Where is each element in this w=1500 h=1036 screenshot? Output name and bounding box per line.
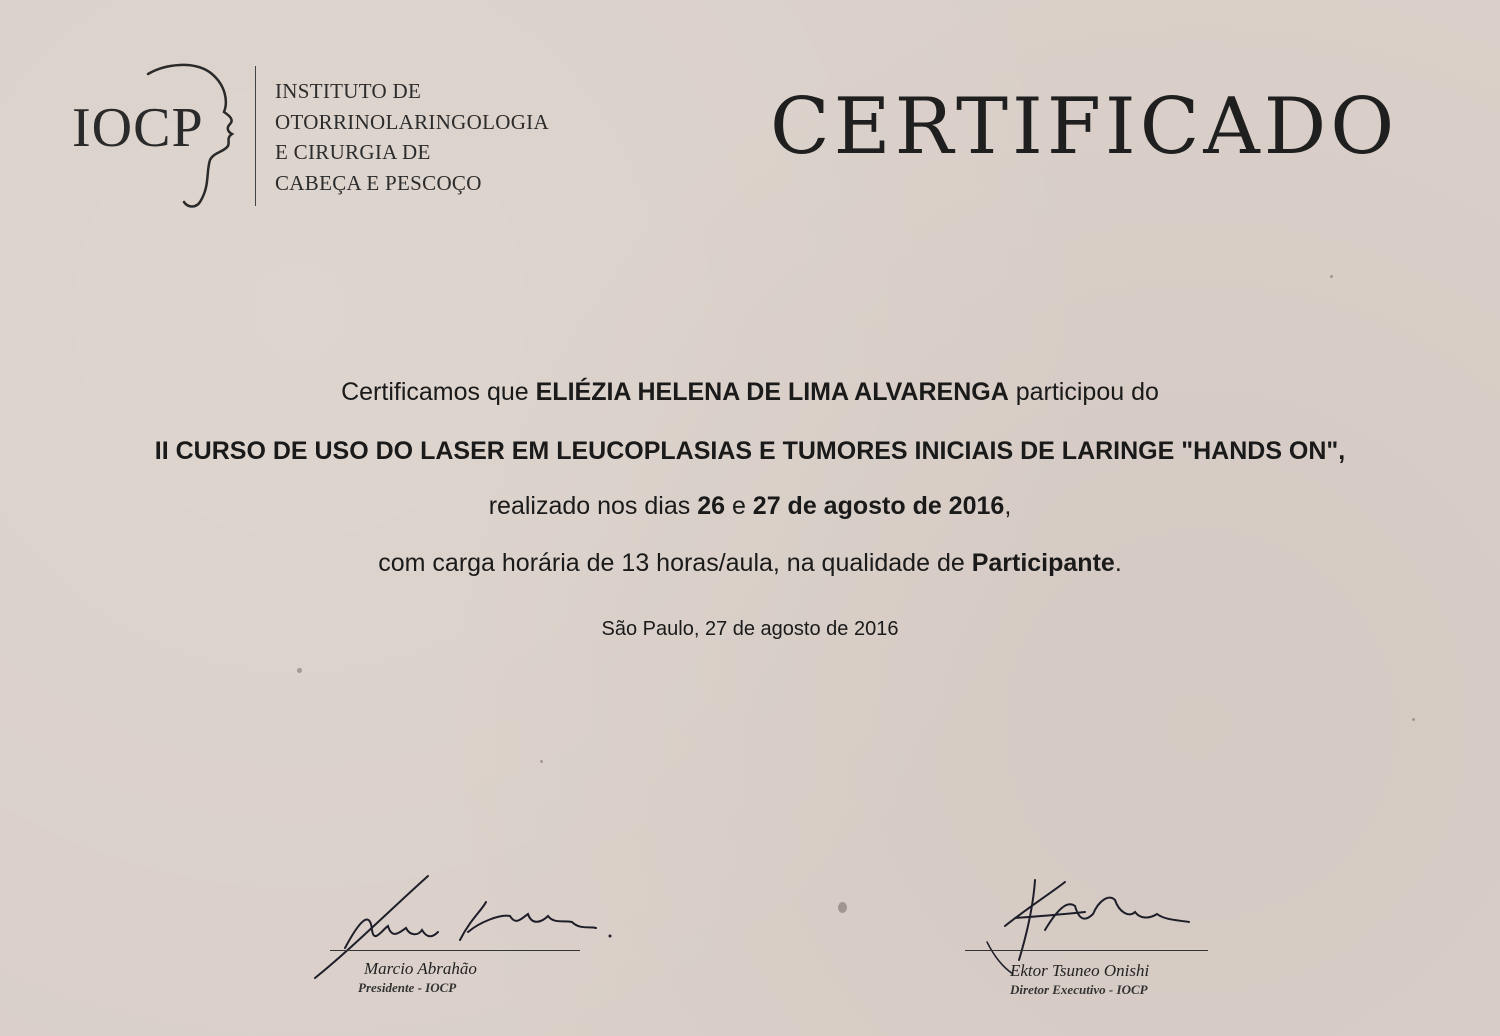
- certification-statement: [0, 378, 1500, 407]
- place-and-date: São Paulo, 27 de agosto de 2016: [601, 618, 899, 640]
- last-date: 27 de agosto de 2016: [752, 492, 1005, 520]
- signature-line: [330, 950, 580, 951]
- institute-line: CABEÇA E PESCOÇO: [275, 170, 482, 195]
- paper-speck: [1412, 718, 1415, 721]
- logo-divider: [255, 66, 256, 206]
- certificate-title: CERTIFICADO: [770, 82, 1399, 172]
- workload-statement: [0, 549, 1500, 578]
- paper-speck: [1330, 275, 1333, 278]
- signatory-role: Presidente - IOCP: [358, 980, 457, 995]
- logo-acronym: IOCP: [72, 97, 204, 159]
- workload-prefix: com carga horária de 13 horas/aula, na qualidade de: [378, 549, 972, 577]
- dates-prefix: realizado nos dias: [488, 492, 698, 520]
- signatory-name: Marcio Abrahão: [364, 959, 477, 978]
- participation-role: Participante: [971, 549, 1115, 577]
- participant-name: ELIÉZIA HELENA DE LIMA ALVARENGA: [535, 378, 1009, 406]
- signatory-name: Ektor Tsuneo Onishi: [1010, 961, 1150, 980]
- paper-speck: [838, 902, 847, 913]
- institute-name: [275, 76, 549, 198]
- paper-speck: [297, 668, 302, 673]
- signatory-role: Diretor Executivo - IOCP: [1010, 982, 1148, 997]
- institute-line: OTORRINOLARINGOLOGIA: [275, 109, 549, 134]
- signature-line: [965, 950, 1208, 951]
- course-title: II CURSO DE USO DO LASER EM LEUCOPLASIAS E TUMORES INICIAIS DE LARINGE "HANDS ON",: [154, 437, 1346, 465]
- first-day: 26: [697, 492, 725, 520]
- dates-suffix: ,: [1004, 492, 1012, 520]
- statement-prefix: Certificamos que: [341, 378, 536, 406]
- paper-speck: [540, 760, 543, 763]
- course-dates: [0, 492, 1500, 521]
- statement-suffix: participou do: [1008, 378, 1159, 406]
- institute-line: E CIRURGIA DE: [275, 140, 431, 164]
- workload-suffix: .: [1114, 549, 1122, 577]
- dates-conjunction: e: [725, 492, 753, 520]
- institute-line: INSTITUTO DE: [275, 79, 422, 103]
